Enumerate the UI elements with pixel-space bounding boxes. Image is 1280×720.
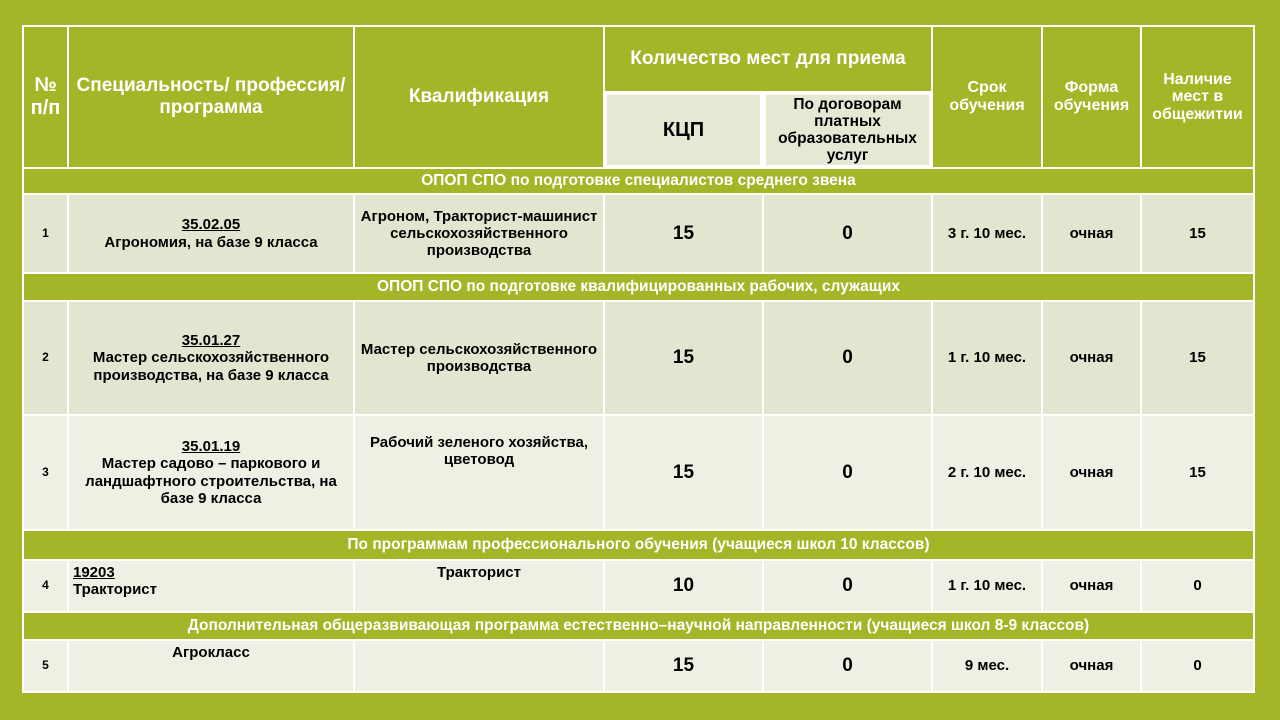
row-qualification: Тракторист — [355, 561, 603, 611]
row-paid: 0 — [764, 561, 931, 611]
row-num: 4 — [24, 561, 67, 611]
row-form: очная — [1043, 195, 1140, 272]
specialty-name: Мастер садово – паркового и ландшафтного строительства, на базе 9 класса — [85, 455, 337, 507]
header-num: № п/п — [24, 27, 67, 167]
row-paid: 0 — [764, 416, 931, 529]
section-title: По программам профессионального обучения (учащиеся школ 10 классов) — [24, 531, 1253, 559]
row-num: 3 — [24, 416, 67, 529]
header-paid: По договорам платных образовательных услуг — [764, 93, 931, 167]
specialty-code: 19203 — [73, 564, 115, 581]
row-duration: 2 г. 10 мес. — [933, 416, 1041, 529]
row-specialty — [69, 302, 353, 414]
row-form: очная — [1043, 416, 1140, 529]
row-qualification: Рабочий зеленого хозяйства, цветовод — [355, 416, 603, 529]
header-qualification: Квалификация — [355, 27, 603, 167]
row-kcp: 15 — [605, 302, 762, 414]
row-dorm: 15 — [1142, 416, 1253, 529]
row-kcp: 15 — [605, 195, 762, 272]
header-form: Форма обучения — [1043, 27, 1140, 167]
row-dorm: 0 — [1142, 641, 1253, 691]
row-kcp: 10 — [605, 561, 762, 611]
admission-table — [22, 25, 1255, 693]
specialty-code: 35.01.19 — [181, 438, 241, 455]
row-specialty — [69, 561, 353, 611]
row-dorm: 15 — [1142, 195, 1253, 272]
row-kcp: 15 — [605, 641, 762, 691]
row-form: очная — [1043, 641, 1140, 691]
row-dorm: 15 — [1142, 302, 1253, 414]
specialty-code: 35.01.27 — [181, 332, 241, 350]
section-title: ОПОП СПО по подготовке специалистов среднего звена — [24, 169, 1253, 193]
row-qualification — [355, 641, 603, 691]
row-specialty — [69, 195, 353, 272]
row-specialty: Агрокласс — [69, 641, 353, 691]
header-places: Количество мест для приема — [605, 27, 931, 91]
section-title: ОПОП СПО по подготовке квалифицированных рабочих, служащих — [24, 274, 1253, 300]
row-form: очная — [1043, 302, 1140, 414]
row-duration: 3 г. 10 мес. — [933, 195, 1041, 272]
row-qualification: Мастер сельскохозяйственного производства — [355, 302, 603, 414]
row-qualification: Агроном, Тракторист-машинист сельскохозяйственного производства — [355, 195, 603, 272]
row-form: очная — [1043, 561, 1140, 611]
row-paid: 0 — [764, 302, 931, 414]
header-duration: Срок обучения — [933, 27, 1041, 167]
row-dorm: 0 — [1142, 561, 1253, 611]
row-kcp: 15 — [605, 416, 762, 529]
specialty-name: Тракторист — [73, 581, 157, 599]
row-duration: 1 г. 10 мес. — [933, 561, 1041, 611]
row-num: 2 — [24, 302, 67, 414]
specialty-name: Агрономия, на базе 9 класса — [104, 233, 318, 251]
row-paid: 0 — [764, 195, 931, 272]
header-specialty: Специальность/ профессия/ программа — [69, 27, 353, 167]
specialty-name: Мастер сельскохозяйственного производства, на базе 9 класса — [92, 349, 330, 384]
specialty-code: 35.02.05 — [181, 216, 241, 234]
header-dorm: Наличие мест в общежитии — [1142, 27, 1253, 167]
row-num: 5 — [24, 641, 67, 691]
section-title: Дополнительная общеразвивающая программа естественно–научной направленности (учащиеся школ 8-9 классов) — [24, 613, 1253, 639]
row-duration: 1 г. 10 мес. — [933, 302, 1041, 414]
row-duration: 9 мес. — [933, 641, 1041, 691]
row-paid: 0 — [764, 641, 931, 691]
row-specialty — [69, 416, 353, 529]
header-kcp: КЦП — [605, 93, 762, 167]
row-num: 1 — [24, 195, 67, 272]
